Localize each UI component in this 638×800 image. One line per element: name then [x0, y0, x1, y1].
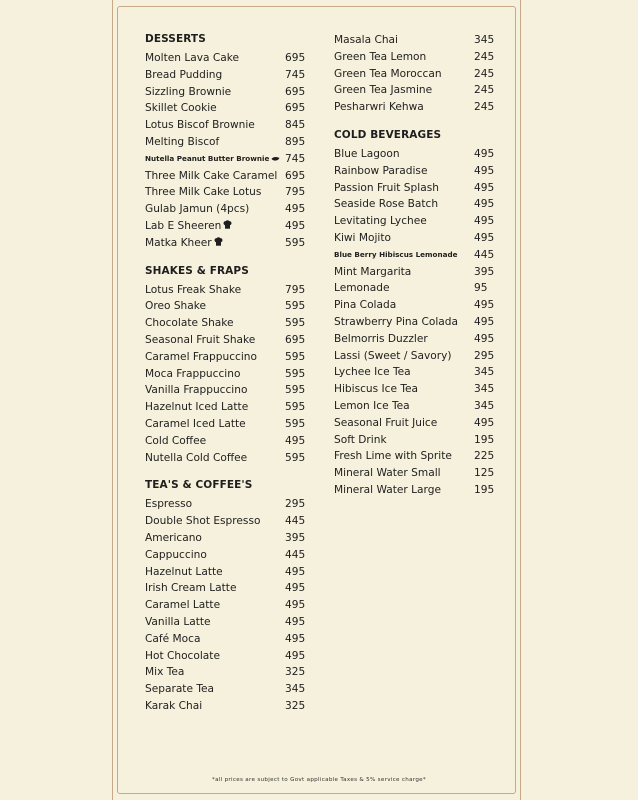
menu-item: [145, 664, 305, 681]
menu-item-name: [145, 547, 207, 564]
menu-item-name: [145, 513, 260, 530]
menu-item-name: [334, 213, 427, 230]
menu-item-name-text: Mix Tea: [145, 666, 185, 679]
menu-item-name: [145, 416, 246, 433]
menu-item-price: 495: [474, 181, 495, 194]
menu-item: [334, 398, 494, 415]
chef-hat-icon: [223, 219, 232, 236]
menu-item-name-text: Matka Kheer: [145, 236, 212, 249]
menu-item: [145, 349, 305, 366]
menu-item-name: [334, 465, 441, 482]
menu-item-price: 695: [285, 85, 306, 98]
menu-item-price: 495: [474, 164, 495, 177]
menu-item-price: 495: [285, 649, 306, 662]
menu-item-name-text: Three Milk Cake Lotus: [145, 186, 262, 199]
menu-item-name-text: Belmorris Duzzler: [334, 332, 428, 345]
menu-item-price: 595: [285, 236, 306, 249]
menu-item-name: [334, 196, 438, 213]
menu-item-name-text: Oreo Shake: [145, 300, 207, 313]
menu-item: [145, 416, 305, 433]
menu-column-left: [145, 32, 305, 715]
menu-item: [145, 332, 305, 349]
menu-item: [145, 564, 305, 581]
menu-item: [145, 201, 305, 218]
menu-item: [145, 282, 305, 299]
menu-item-name-text: Irish Cream Latte: [145, 582, 237, 595]
menu-item-name: [145, 67, 222, 84]
menu-item: [145, 631, 305, 648]
menu-item-name-text: Lychee Ice Tea: [334, 366, 411, 379]
menu-item-name: [334, 264, 411, 281]
menu-item-name: [145, 648, 220, 665]
menu-item: [334, 32, 494, 49]
menu-item-name-text: Rainbow Paradise: [334, 164, 428, 177]
menu-item-name: [145, 681, 214, 698]
menu-item-name-text: Cold Coffee: [145, 434, 207, 447]
menu-item-name-text: Hibiscus Ice Tea: [334, 383, 419, 396]
menu-item: [145, 134, 305, 151]
menu-item-name-text: Soft Drink: [334, 433, 387, 446]
menu-item-name: [334, 82, 432, 99]
menu-item-price: 495: [285, 582, 306, 595]
menu-item-price: 795: [285, 186, 306, 199]
menu-item-price: 695: [285, 102, 306, 115]
menu-item-price: 495: [285, 632, 306, 645]
menu-column-right: [334, 32, 494, 499]
menu-item-price: 595: [285, 384, 306, 397]
menu-item-name: [145, 366, 240, 383]
menu-item-name: [145, 100, 217, 117]
menu-item-price: 325: [285, 666, 306, 679]
menu-item-price: 495: [285, 434, 306, 447]
menu-item-name-text: Espresso: [145, 498, 193, 511]
menu-item-name: [145, 117, 255, 134]
menu-item-price: 495: [474, 231, 495, 244]
menu-item: [145, 450, 305, 467]
menu-item-name-text: Kiwi Mojito: [334, 231, 392, 244]
menu-item-name: [145, 614, 211, 631]
menu-item-price: 245: [474, 101, 495, 114]
menu-item-price: 345: [474, 366, 495, 379]
menu-item-name-text: Strawberry Pina Colada: [334, 315, 458, 328]
menu-item-name: [145, 631, 200, 648]
menu-item-name: [334, 415, 437, 432]
menu-item: [145, 184, 305, 201]
menu-item-name-text: Nutella Cold Coffee: [145, 451, 248, 464]
menu-item: [145, 614, 305, 631]
menu-item-price: 325: [285, 699, 306, 712]
menu-item-name: [334, 49, 426, 66]
menu-item-name-text: Karak Chai: [145, 699, 203, 712]
menu-item-name: [334, 482, 441, 499]
menu-item-name-text: Seasonal Fruit Juice: [334, 416, 438, 429]
menu-item-price: 495: [285, 219, 306, 232]
menu-item-name-text: Blue Berry Hibiscus Lemonade: [334, 249, 458, 259]
menu-item: [334, 146, 494, 163]
menu-item-name: [334, 432, 387, 449]
section-title: SHAKES & FRAPS: [145, 264, 249, 277]
menu-item-name: [334, 297, 396, 314]
menu-item-price: 495: [285, 203, 306, 216]
section-gap: [145, 466, 305, 478]
menu-item-name: [334, 314, 458, 331]
menu-item-name: [334, 381, 418, 398]
menu-item: [334, 247, 494, 264]
menu-item-price: 495: [285, 615, 306, 628]
menu-item: [334, 66, 494, 83]
menu-item: [334, 465, 494, 482]
menu-item-price: 195: [474, 483, 495, 496]
menu-item-name: [334, 348, 451, 365]
menu-item: [145, 50, 305, 67]
menu-item-name-text: Vanilla Frappuccino: [145, 384, 248, 397]
menu-item: [145, 648, 305, 665]
menu-item-name: [145, 450, 247, 467]
menu-item: [145, 382, 305, 399]
menu-item-name-text: Green Tea Lemon: [334, 50, 427, 63]
menu-item-price: 595: [285, 451, 306, 464]
menu-item: [334, 314, 494, 331]
menu-item: [145, 366, 305, 383]
menu-item: [145, 84, 305, 101]
menu-item-name-text: Green Tea Moroccan: [334, 67, 442, 80]
menu-item-name: [145, 168, 277, 185]
menu-item-name-text: Pina Colada: [334, 299, 397, 312]
menu-item: [145, 168, 305, 185]
menu-item-name: [145, 580, 236, 597]
menu-item: [145, 100, 305, 117]
menu-item-price: 795: [285, 283, 306, 296]
menu-item-name-text: Lemonade: [334, 282, 390, 295]
menu-item: [145, 530, 305, 547]
menu-item-price: 495: [474, 416, 495, 429]
menu-item-name-text: Moca Frappuccino: [145, 367, 241, 380]
menu-item-name: [334, 331, 428, 348]
menu-item-name: [145, 597, 220, 614]
menu-item: [145, 298, 305, 315]
menu-item-name: [334, 146, 400, 163]
menu-item: [334, 415, 494, 432]
menu-item-name-text: Seasonal Fruit Shake: [145, 333, 256, 346]
menu-item-name-text: Caramel Latte: [145, 599, 221, 612]
menu-item-price: 595: [285, 350, 306, 363]
menu-item-name: [145, 332, 255, 349]
menu-item: [334, 448, 494, 465]
menu-item-name: [334, 163, 427, 180]
menu-item-name-text: Lotus Freak Shake: [145, 283, 242, 296]
menu-item: [334, 331, 494, 348]
menu-item-price: 195: [474, 433, 495, 446]
menu-item-name-text: Caramel Frappuccino: [145, 350, 258, 363]
menu-item-name-text: Skillet Cookie: [145, 102, 217, 115]
menu-item-price: 495: [285, 599, 306, 612]
menu-item-price: 245: [474, 84, 495, 97]
menu-item-price: 445: [285, 548, 306, 561]
menu-item: [145, 218, 305, 235]
menu-item-name-text: Masala Chai: [334, 34, 398, 46]
menu-item-price: 495: [474, 198, 495, 211]
menu-item-name: [334, 398, 410, 415]
menu-item-name: [145, 298, 206, 315]
menu-item-name-text: Lassi (Sweet / Savory): [334, 349, 452, 362]
menu-item: [334, 264, 494, 281]
menu-item-name: [145, 349, 257, 366]
menu-item-name: [145, 50, 239, 67]
menu-item-name-text: Passion Fruit Splash: [334, 181, 439, 194]
menu-item: [145, 547, 305, 564]
menu-item-name-text: Separate Tea: [145, 683, 215, 696]
menu-item-price: 345: [285, 683, 306, 696]
menu-item-name: [145, 218, 232, 236]
menu-item-name-text: Pesharwri Kehwa: [334, 101, 424, 114]
menu-item-price: 595: [285, 300, 306, 313]
menu-item-name: [334, 247, 457, 264]
menu-item-price: 295: [285, 498, 306, 511]
menu-item-name: [145, 201, 249, 218]
menu-item-price: 495: [474, 147, 495, 160]
menu-item-price: 895: [285, 135, 306, 148]
menu-item: [145, 698, 305, 715]
menu-item-name: [145, 84, 231, 101]
menu-item-name-text: Americano: [145, 531, 202, 544]
menu-item: [334, 180, 494, 197]
menu-item-name: [145, 184, 261, 201]
menu-item-name-text: Lab E Sheeren: [145, 219, 222, 232]
menu-item-name: [145, 382, 247, 399]
menu-item: [145, 117, 305, 134]
menu-item-name: [145, 496, 192, 513]
menu-item-price: 125: [474, 467, 495, 480]
menu-item: [334, 99, 494, 116]
menu-item-name-text: Fresh Lime with Sprite: [334, 450, 452, 463]
menu-item-price: 695: [285, 333, 306, 346]
menu-item: [145, 235, 305, 252]
menu-item-name: [145, 564, 223, 581]
menu-item-price: 495: [474, 332, 495, 345]
menu-item-name: [145, 235, 223, 253]
menu-item: [145, 433, 305, 450]
menu-item-price: 595: [285, 367, 306, 380]
menu-item-name-text: Cappuccino: [145, 548, 207, 561]
menu-item-name-text: Gulab Jamun (4pcs): [145, 203, 250, 216]
menu-item-name: [145, 282, 241, 299]
section-gap: [334, 116, 494, 128]
menu-item: [145, 496, 305, 513]
menu-item: [334, 230, 494, 247]
menu-item-name: [145, 134, 219, 151]
menu-item: [145, 597, 305, 614]
menu-item-price: 345: [474, 34, 495, 46]
menu-item-name: [334, 32, 398, 49]
menu-item: [145, 681, 305, 698]
menu-item-name-text: Café Moca: [145, 632, 201, 645]
menu-item-price: 445: [474, 248, 495, 261]
menu-item: [334, 280, 494, 297]
section-title: COLD BEVERAGES: [334, 128, 442, 141]
menu-item-price: 245: [474, 67, 495, 80]
menu-item-name-text: Double Shot Espresso: [145, 515, 261, 528]
menu-item-name-text: Bread Pudding: [145, 68, 223, 81]
menu-item-price: 395: [285, 531, 306, 544]
chef-hat-icon: [214, 236, 223, 253]
menu-item: [334, 364, 494, 381]
menu-item: [145, 67, 305, 84]
menu-item-price: 745: [285, 152, 306, 165]
menu-item: [145, 580, 305, 597]
menu-item-name: [334, 280, 389, 297]
section-title: TEA'S & COFFEE'S: [145, 479, 253, 492]
menu-item-price: 495: [474, 315, 495, 328]
menu-item-name-text: Vanilla Latte: [145, 615, 211, 628]
menu-item-name: [145, 664, 184, 681]
menu-item-name: [145, 399, 248, 416]
menu-item-name-text: Sizzling Brownie: [145, 85, 232, 98]
menu-item-name-text: Lemon Ice Tea: [334, 399, 410, 412]
menu-item-price: 845: [285, 119, 306, 132]
menu-item-name: [334, 448, 452, 465]
menu-item-name-text: Levitating Lychee: [334, 215, 427, 228]
menu-item-name: [145, 315, 234, 332]
menu-item-name-text: Hazelnut Iced Latte: [145, 401, 249, 414]
menu-item-name: [145, 530, 202, 547]
menu-item-name: [334, 364, 411, 381]
menu-item: [334, 213, 494, 230]
menu-item-name-text: Melting Biscof: [145, 135, 220, 148]
menu-item-name-text: Nutella Peanut Butter Brownie: [145, 153, 270, 163]
menu-item: [334, 163, 494, 180]
menu-item: [334, 348, 494, 365]
menu-item-name-text: Mineral Water Small: [334, 467, 441, 480]
menu-item-price: 225: [474, 450, 495, 463]
menu-item: [334, 196, 494, 213]
menu-item-price: 695: [285, 169, 306, 182]
menu-item-name: [145, 698, 202, 715]
menu-item-name-text: Mineral Water Large: [334, 483, 441, 496]
menu-item: [145, 399, 305, 416]
section-gap: [145, 252, 305, 264]
menu-item-price: 445: [285, 515, 306, 528]
menu-item-price: 595: [285, 317, 306, 330]
menu-item-price: 745: [285, 68, 306, 81]
menu-item: [334, 432, 494, 449]
menu-item-name: [334, 99, 424, 116]
menu-item-name-text: Lotus Biscof Brownie: [145, 119, 255, 132]
menu-item-price: 495: [474, 299, 495, 312]
menu-item: [334, 297, 494, 314]
menu-item-price: 395: [474, 265, 495, 278]
menu-item-name-text: Molten Lava Cake: [145, 52, 240, 64]
menu-item-name-text: Seaside Rose Batch: [334, 198, 439, 211]
menu-item-price: 495: [474, 215, 495, 228]
menu-item: [334, 82, 494, 99]
menu-item-price: 245: [474, 50, 495, 63]
menu-item-name: [334, 66, 442, 83]
menu-item-price: 595: [285, 401, 306, 414]
menu-item-price: 345: [474, 383, 495, 396]
menu-item-name-text: Hazelnut Latte: [145, 565, 223, 578]
menu-item-name-text: Three Milk Cake Caramel: [145, 169, 278, 182]
footer-note: *all prices are subject to Govt applicable Taxes & 5% service charge*: [211, 777, 427, 783]
menu-item-price: 295: [474, 349, 495, 362]
menu-item-name: [334, 180, 439, 197]
menu-item-price: 345: [474, 399, 495, 412]
chili-icon: [271, 152, 280, 169]
menu-item-name: [145, 151, 280, 169]
menu-item: [145, 513, 305, 530]
section-title: DESSERTS: [145, 33, 206, 45]
menu-item: [334, 49, 494, 66]
menu-item-name-text: Mint Margarita: [334, 265, 412, 278]
menu-item-name-text: Caramel Iced Latte: [145, 417, 246, 430]
menu-item-price: 495: [285, 565, 306, 578]
menu-item: [334, 381, 494, 398]
menu-item-price: 595: [285, 417, 306, 430]
menu-item-name: [334, 230, 391, 247]
menu-item-name-text: Green Tea Jasmine: [334, 84, 433, 97]
menu-item: [145, 151, 305, 168]
menu-item-price: 695: [285, 52, 306, 64]
menu-item-name-text: Blue Lagoon: [334, 147, 400, 160]
menu-item-name: [145, 433, 206, 450]
menu-item: [145, 315, 305, 332]
menu-item-price: 95: [474, 282, 488, 295]
menu-item: [334, 482, 494, 499]
menu-item-name-text: Chocolate Shake: [145, 317, 234, 330]
menu-item-name-text: Hot Chocolate: [145, 649, 220, 662]
